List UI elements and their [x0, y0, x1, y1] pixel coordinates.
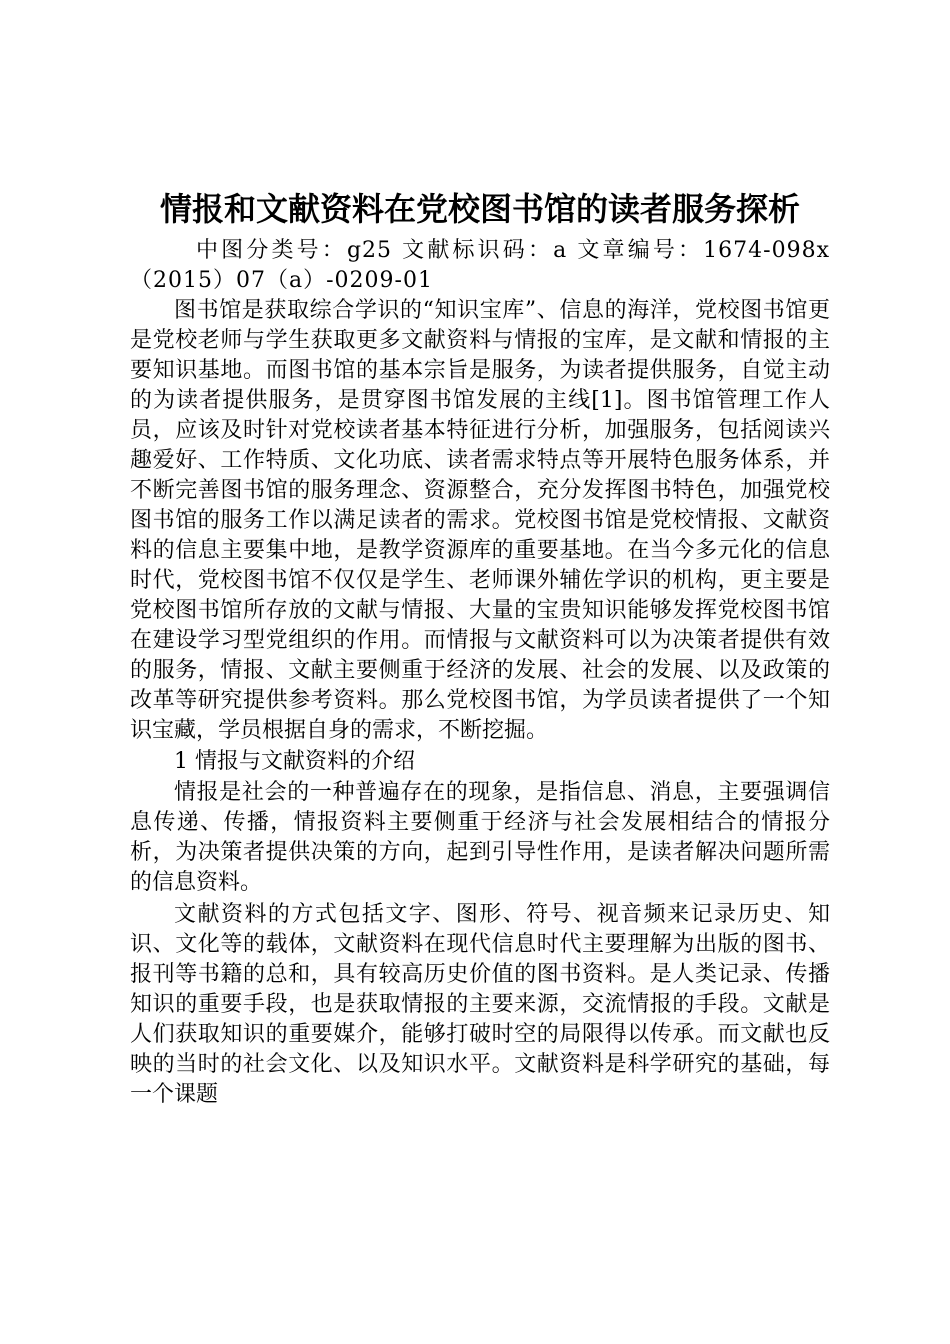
intro-paragraph: 图书馆是获取综合学识的“知识宝库”、信息的海洋，党校图书馆更是党校老师与学生获取更多文献资料与情报的宝库，是文献和情报的主要知识基地。而图书馆的基本宗旨是服务，为读者提供服务，自觉主动的为读者提供服务，是贯穿图书馆发展的主线[1]。图书馆管理工作人员，应该及时针对党校读者基本特征进行分析，加强服务，包括阅读兴趣爱好、工作特质、文化功底、读者需求特点等开展特色服务体系，并不断完善图书馆的服务理念、资源整合，充分发挥图书特色，加强党校图书馆的服务工作以满足读者的需求。党校图书馆是党校情报、文献资料的信息主要集中地，是教学资源库的重要基地。在当今多元化的信息时代，党校图书馆不仅仅是学生、老师课外辅佐学识的机构，更主要是党校图书馆所存放的文献与情报、大量的宝贵知识能够发挥党校图书馆在建设学习型党组织的作用。而情报与文献资料可以为决策者提供有效的服务，情报、文献主要侧重于经济的发展、社会的发展、以及政策的改革等研究提供参考资料。那么党校图书馆，为学员读者提供了一个知识宝藏，学员根据自身的需求，不断挖掘。	[130, 298, 830, 743]
document-page	[130, 184, 830, 1110]
article-meta: 中图分类号：g25 文献标识码：a 文章编号：1674-098x（2015）07（a）-0209-01	[130, 238, 830, 293]
document-title: 情报和文献资料在党校图书馆的读者服务探析	[159, 190, 800, 228]
section-heading: 1 情报与文献资料的介绍	[174, 749, 415, 774]
section-paragraph-2: 文献资料的方式包括文字、图形、符号、视音频来记录历史、知识、文化等的载体，文献资料在现代信息时代主要理解为出版的图书、报刊等书籍的总和，具有较高历史价值的图书资料。是人类记录、传播知识的重要手段，也是获取情报的主要来源，交流情报的手段。文献是人们获取知识的重要媒介，能够打破时空的局限得以传承。而文献也反映的当时的社会文化、以及知识水平。文献资料是科学研究的基础，每一个课题	[130, 902, 830, 1107]
section-paragraph-1: 情报是社会的一种普遍存在的现象，是指信息、消息，主要强调信息传递、传播，情报资料主要侧重于经济与社会发展相结合的情报分析，为决策者提供决策的方向，起到引导性作用，是读者解决问题所需的信息资料。	[130, 780, 830, 895]
